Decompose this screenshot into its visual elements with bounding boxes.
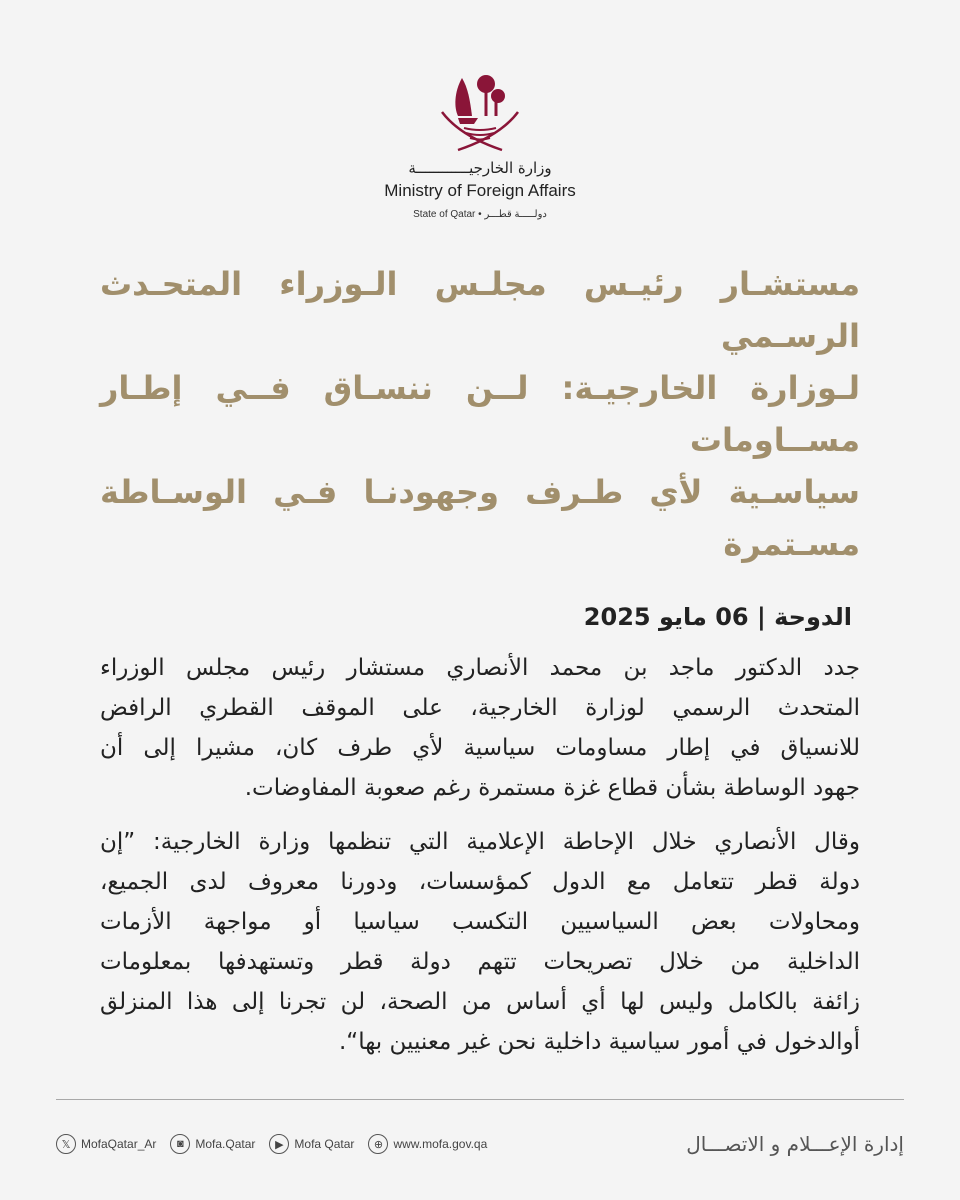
headline-line: سياسـية لأي طـرف وجهودنـا فـي الوسـاطة مسـتمرة — [100, 473, 860, 563]
instagram-icon: ◙ — [170, 1134, 190, 1154]
state-of-qatar: State of Qatar • دولـــــة قطـــر — [413, 209, 547, 220]
paragraph-line: دولة قطر تتعامل مع الدول كمؤسسات، ودورنا معروف لدى الجميع، — [100, 869, 860, 895]
paragraph-line: وقال الأنصاري خلال الإحاطة الإعلامية التي تنظمها وزارة الخارجية: ”إن — [100, 829, 860, 855]
paragraph-line: الداخلية من خلال تصريحات تتهم دولة قطر وتستهدفها بمعلومات — [100, 949, 860, 975]
department-name: إدارة الإعـــلام و الاتصـــال — [686, 1132, 904, 1156]
qatar-emblem-icon — [440, 70, 520, 152]
ministry-name-arabic: وزارة الخارجيــــــــــــة — [408, 159, 552, 177]
youtube-link[interactable] — [269, 1134, 354, 1154]
headline — [100, 258, 860, 570]
website-url: www.mofa.gov.qa — [393, 1137, 488, 1151]
paragraph-line: جدد الدكتور ماجد بن محمد الأنصاري مستشار رئيس مجلس الوزراء — [100, 655, 860, 681]
instagram-link[interactable] — [170, 1134, 255, 1154]
paragraph-1 — [100, 648, 860, 808]
paragraph-2 — [100, 822, 860, 1062]
spacer — [0, 1062, 960, 1099]
youtube-icon: ▶ — [269, 1134, 289, 1154]
x-handle: MofaQatar_Ar — [81, 1137, 157, 1151]
ministry-logo — [0, 70, 960, 222]
ministry-name-english: Ministry of Foreign Affairs — [384, 181, 576, 200]
footer-divider — [56, 1099, 904, 1100]
paragraph-line: للانسياق في إطار مساومات سياسية لأي طرف كان، مشيرا إلى أن — [100, 735, 860, 761]
instagram-handle: Mofa.Qatar — [195, 1137, 256, 1151]
headline-line: مستشـار رئيـس مجلـس الـوزراء المتحـدث الرسـمي — [100, 265, 860, 355]
paragraph-line: أوالدخول في أمور سياسية داخلية نحن غير معنيين بها“. — [338, 1029, 860, 1055]
paragraph-line: ومحاولات بعض السياسيين التكسب سياسيا أو مواجهة الأزمات — [100, 909, 860, 935]
footer — [56, 1128, 904, 1160]
headline-line: لـوزارة الخارجيـة: لــن ننسـاق فــي إطـار مســاومات — [100, 369, 860, 459]
youtube-handle: Mofa Qatar — [294, 1137, 355, 1151]
social-links — [56, 1134, 487, 1154]
paragraph-line: زائفة بالكامل وليس لها أي أساس من الصحة، لن تجرنا إلى هذا المنزلق — [100, 989, 860, 1015]
x-link[interactable] — [56, 1134, 156, 1154]
globe-icon: ⊕ — [368, 1134, 388, 1154]
dateline: الدوحة | 06 مايو 2025 — [583, 603, 852, 631]
website-link[interactable] — [368, 1134, 487, 1154]
paragraph-line: المتحدث الرسمي لوزارة الخارجية، على الموقف القطري الرافض — [100, 695, 860, 721]
x-icon: 𝕏 — [56, 1134, 76, 1154]
paragraph-line: جهود الوساطة بشأن قطاع غزة مستمرة رغم صعوبة المفاوضات. — [244, 775, 860, 801]
